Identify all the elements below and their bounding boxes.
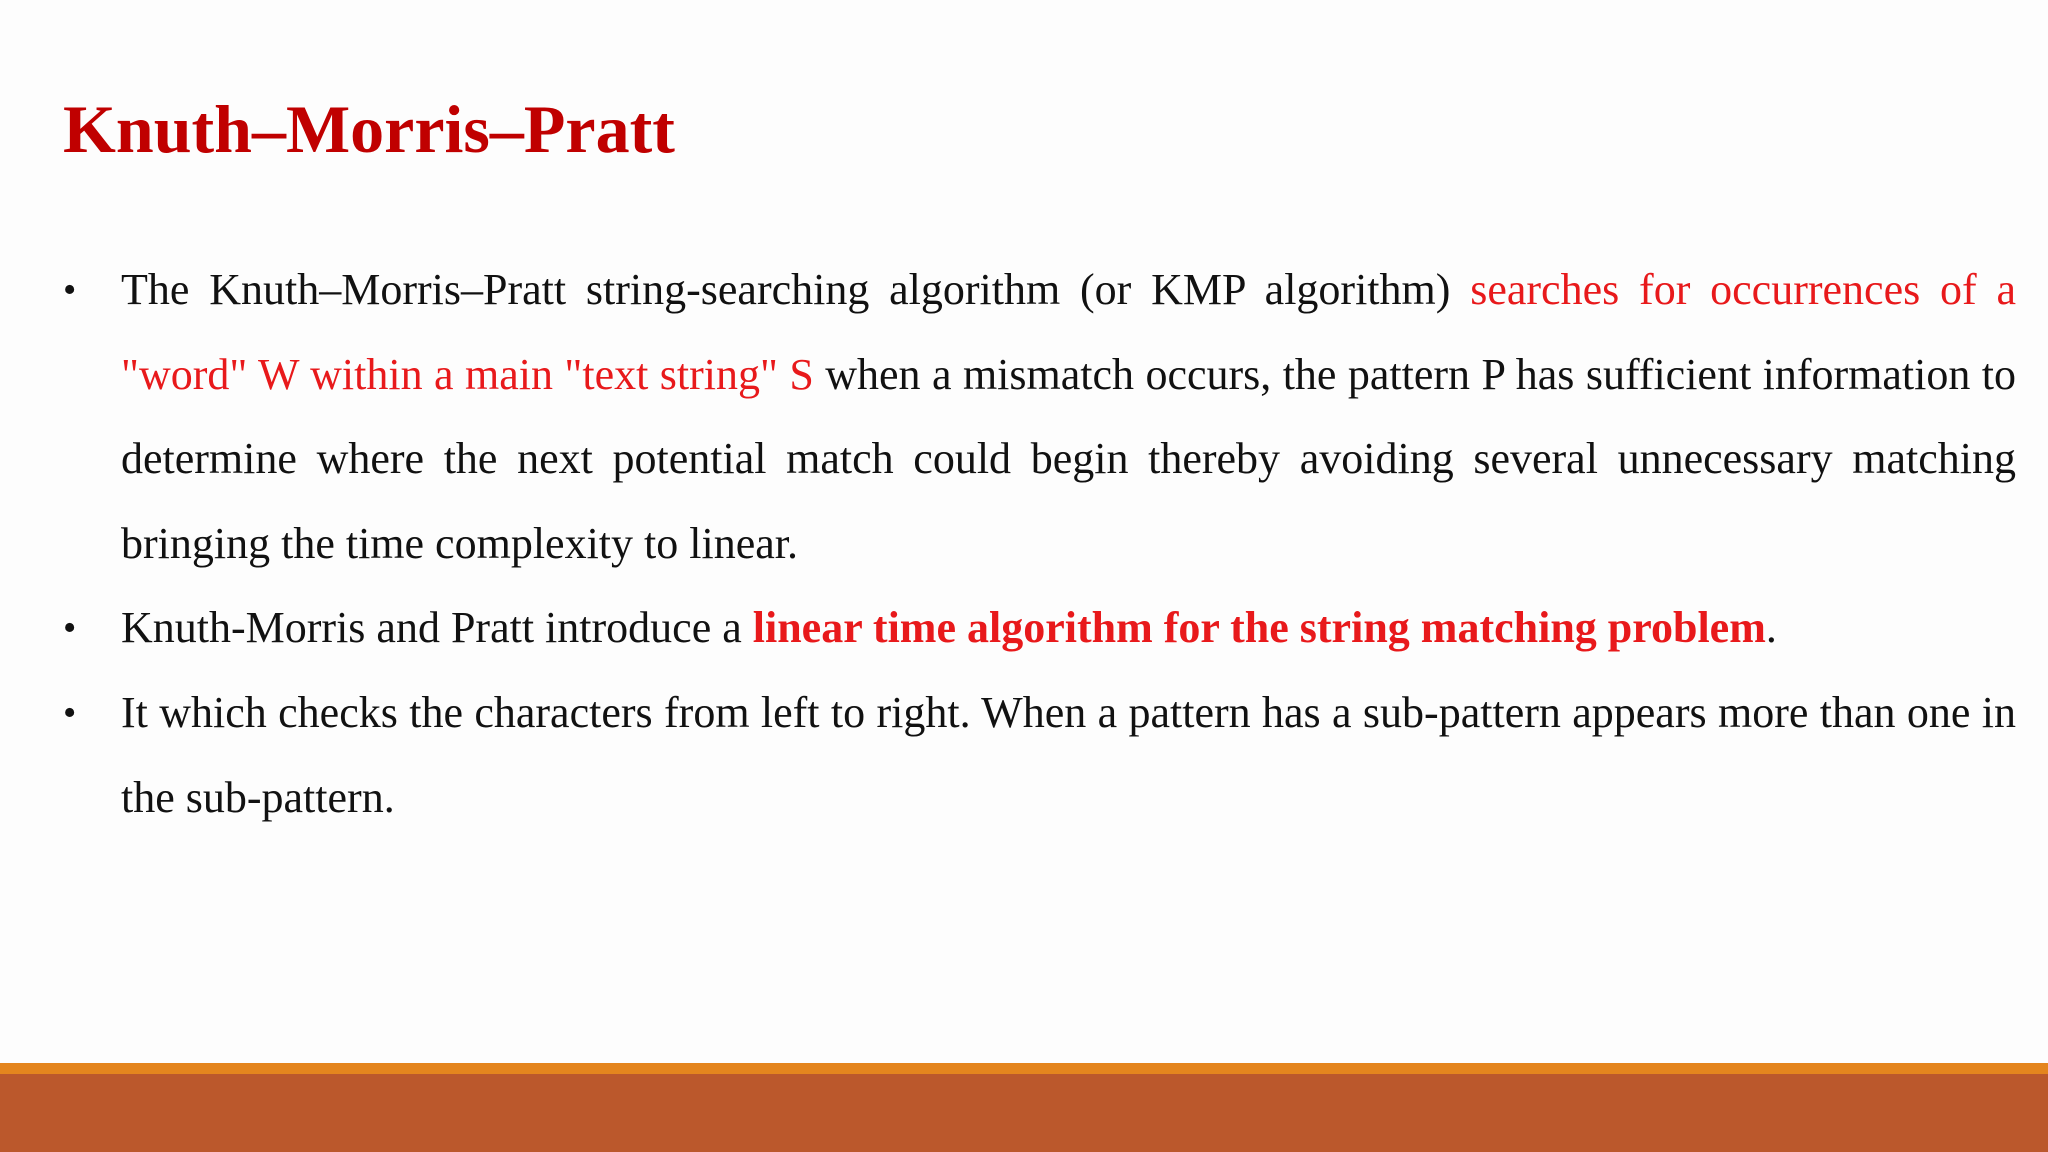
bullet-text: The Knuth–Morris–Pratt string-searching algorithm (or KMP algorithm)	[121, 265, 1471, 314]
footer-accent-line	[0, 1063, 2048, 1074]
bullet-highlight: searches for occurrences of a "word" W within a main "text string" S	[121, 265, 2016, 399]
bullet-highlight-bold: linear time algorithm for the string matching problem	[752, 603, 1766, 653]
footer-band	[0, 1074, 2048, 1152]
bullet-item-linear-time	[60, 586, 2016, 671]
bullet-item-left-to-right	[60, 671, 2016, 840]
bullet-dot-icon: •	[63, 607, 77, 650]
slide-title: Knuth–Morris–Pratt	[63, 91, 675, 167]
bullet-list	[60, 248, 2016, 840]
bullet-dot-icon: •	[63, 691, 77, 734]
bullet-item-kmp-definition	[60, 248, 2016, 586]
bullet-text: Knuth-Morris and Pratt introduce a	[121, 603, 753, 653]
bullet-text: It which checks the characters from left to right. When a pattern has a sub-pattern appears more than one in the sub-pattern.	[121, 687, 2016, 822]
bullet-text-continued: .	[1765, 603, 1777, 653]
bullet-text-continued: when a mismatch occurs, the pattern P has sufficient information to determine where the next potential match could begin thereby avoiding several unnecessary matching bringing the time complexity to linear.	[121, 349, 2016, 568]
bullet-dot-icon: •	[63, 269, 77, 311]
